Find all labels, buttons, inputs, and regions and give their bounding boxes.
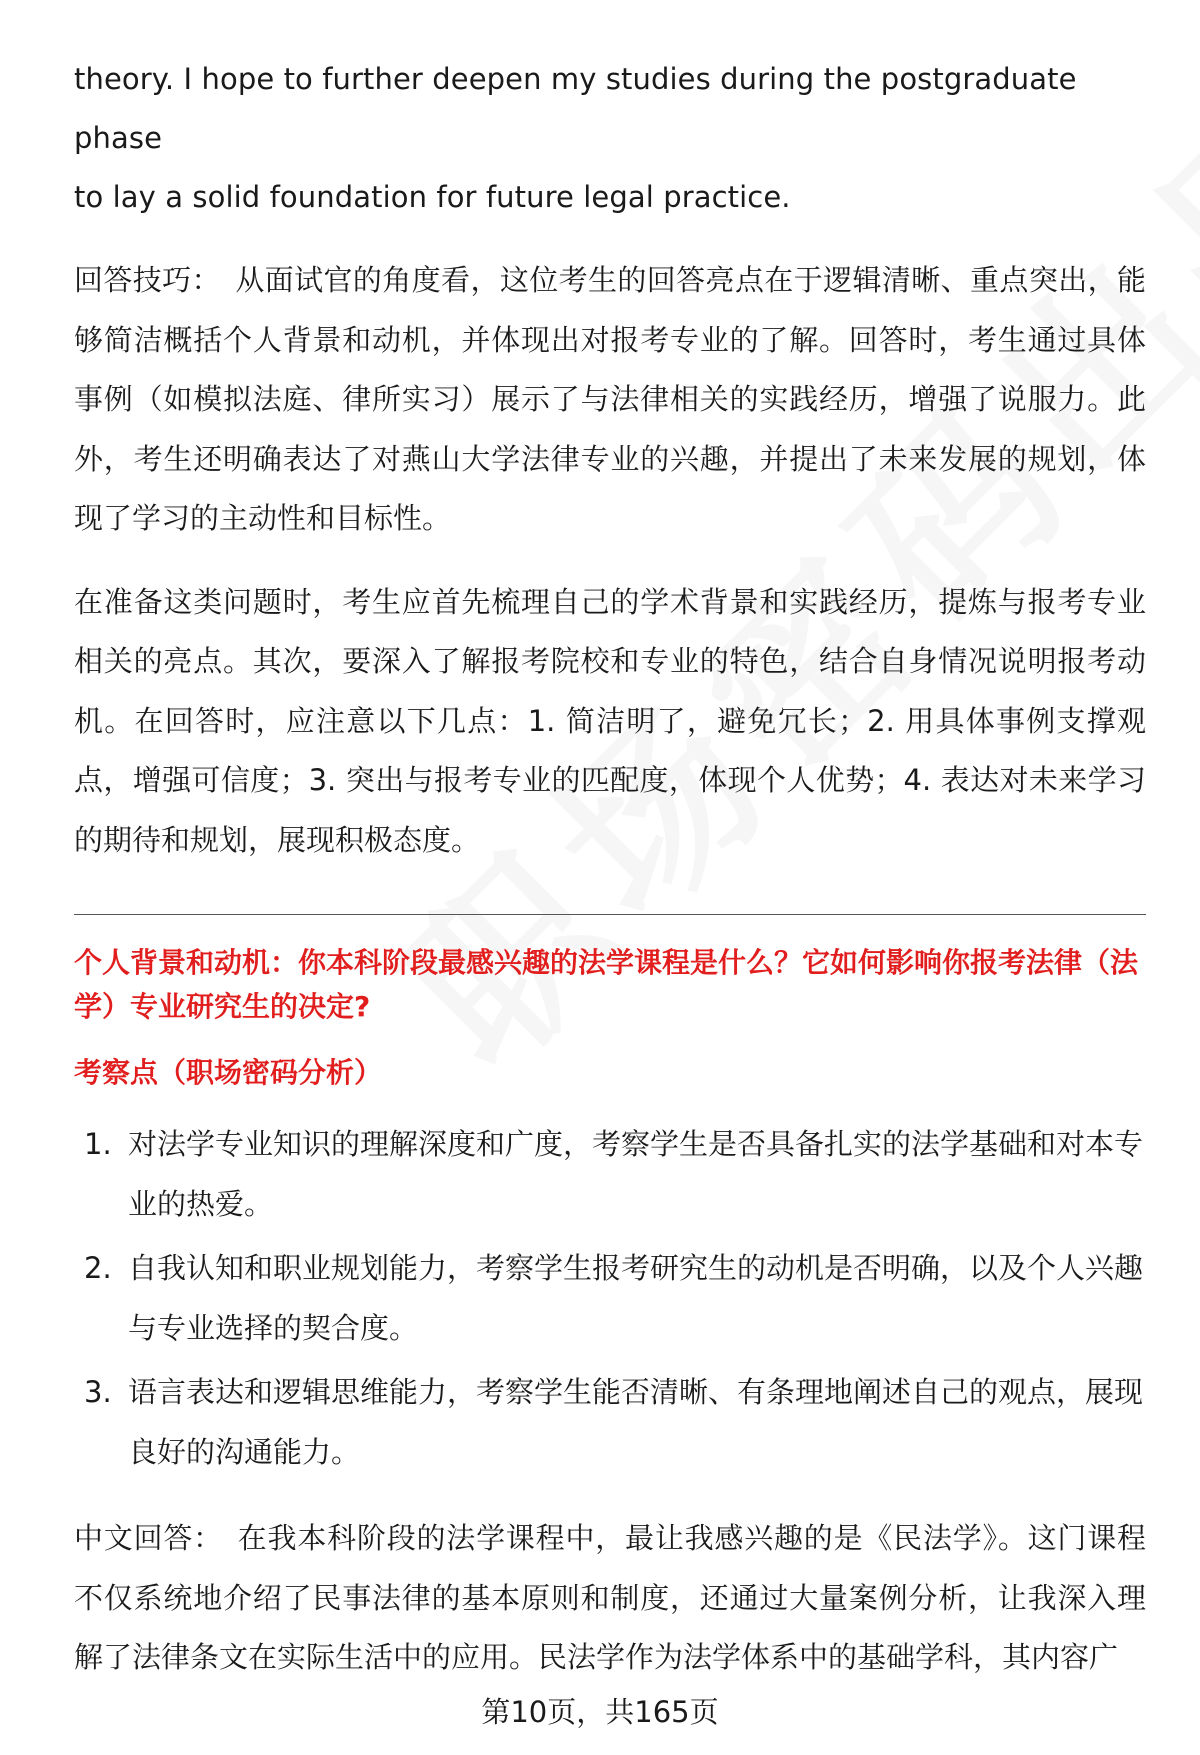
page-footer: 第10页，共165页 <box>481 1695 719 1729</box>
answer-text: 在我本科阶段的法学课程中，最让我感兴趣的是《民法学》。这门课程不仅系统地介绍了民事法律的基本原则和制度，还通过大量案例分析，让我深入理解了法律条文在实际生活中的应用。民法学作为法学体系中的基础学科，其内容广 <box>74 1521 1146 1674</box>
list-item <box>74 1239 1146 1358</box>
list-item-number: 3. <box>84 1375 112 1409</box>
tips-text: 从面试官的角度看，这位考生的回答亮点在于逻辑清晰、重点突出，能够简洁概括个人背景和动机，并体现出对报考专业的了解。回答时，考生通过具体事例（如模拟法庭、律所实习）展示了与法律相关的实践经历，增强了说服力。此外，考生还明确表达了对燕山大学法律专业的兴趣，并提出了未来发展的规划，体现了学习的主动性和目标性。 <box>74 263 1146 535</box>
intro-tail-line-2: to lay a solid foundation for future legal practice. <box>74 180 791 214</box>
tips-label: 回答技巧： <box>74 263 221 297</box>
list-item-text: 自我认知和职业规划能力，考察学生报考研究生的动机是否明确，以及个人兴趣与专业选择的契合度。 <box>128 1251 1144 1345</box>
focus-points-list <box>74 1115 1146 1482</box>
question-title: 个人背景和动机：你本科阶段最感兴趣的法学课程是什么？它如何影响你报考法律（法学）专业研究生的决定? <box>74 946 1139 1023</box>
list-item <box>74 1363 1146 1482</box>
tips-paragraph <box>74 251 1146 549</box>
focus-title: 考察点（职场密码分析） <box>74 1056 383 1089</box>
list-item-text: 语言表达和逻辑思维能力，考察学生能否清晰、有条理地阐述自己的观点，展现良好的沟通能力。 <box>128 1375 1144 1469</box>
list-item-number: 1. <box>84 1127 112 1161</box>
intro-tail-line-1: theory. I hope to further deepen my studies during the postgraduate phase <box>74 62 1077 155</box>
list-item-number: 2. <box>84 1251 112 1285</box>
list-item-text: 对法学专业知识的理解深度和广度，考察学生是否具备扎实的法学基础和对本专业的热爱。 <box>128 1127 1144 1221</box>
prep-paragraph: 在准备这类问题时，考生应首先梳理自己的学术背景和实践经历，提炼与报考专业相关的亮点。其次，要深入了解报考院校和专业的特色，结合自身情况说明报考动机。在回答时，应注意以下几点：1. 简洁明了，避免冗长；2. 用具体事例支撑观点，增强可信度；3. 突出与报考专业的匹配度，体现个人优势；4. 表达对未来学习的期待和规划，展现积极态度。 <box>74 584 1146 857</box>
answer-label: 中文回答： <box>74 1521 223 1555</box>
page-content <box>74 50 1146 1688</box>
list-item <box>74 1115 1146 1234</box>
answer-paragraph <box>74 1509 1146 1688</box>
